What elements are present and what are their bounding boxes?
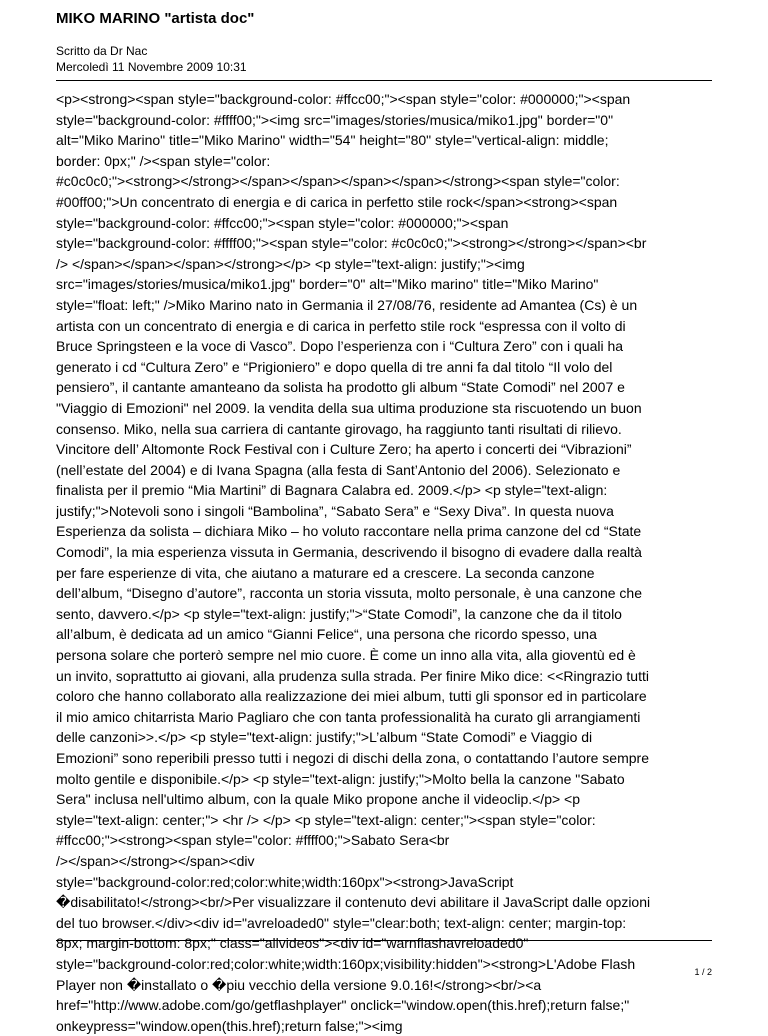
body-line: style="text-align: center;"> <hr /> </p> <p style="text-align: center;"><span style="color:	[56, 811, 596, 828]
body-line: #00ff00;">Un concentrato di energia e di carica in perfetto stile rock</span><strong><span	[56, 193, 618, 210]
body-line: alt="Miko Marino" title="Miko Marino" width="54" height="80" style="vertical-align: middle;	[56, 132, 609, 149]
body-line: un invito, soprattutto ai giovani, alla prudenza sulla strada. Per finire Miko dice: <<Ringrazio tutti	[56, 667, 649, 684]
body-line: consenso. Miko, nella sua carriera di cantante girovago, ha raggiunto tanti risultati di rilievo.	[56, 420, 622, 437]
body-line: coloro che hanno collaborato alla realizzazione dei miei album, tutti gli sponsor ed in particolare	[56, 688, 647, 705]
body-line: pensiero”, il cantante amanteano da solista ha prodotto gli album “State Comodi” nel 2007 e	[56, 379, 625, 396]
body-line: style="background-color:red;color:white;width:160px;visibility:hidden"><strong>L'Adobe Flash	[56, 955, 636, 972]
article-title: MIKO MARINO "artista doc"	[56, 10, 255, 27]
body-line: dell’album, “Disegno d’autore”, racconta un storia vissuta, molto personale, è una canzone che	[56, 585, 642, 602]
body-line: Emozioni” sono reperibili presso tutti i negozi di dischi della zona, o contattando l’autore sempre	[56, 750, 649, 766]
header-divider	[56, 80, 712, 81]
date-line: Mercoledì 11 Novembre 2009 10:31	[56, 60, 247, 74]
author-line: Scritto da Dr Nac	[56, 44, 148, 58]
body-line: Vincitore dell’ Altomonte Rock Festival con i Culture Zero; ha aperto i concerti dei “Vibrazioni”	[56, 441, 632, 458]
body-line: all’album, è dedicata ad un amico “Gianni Felice“, una persona che ricordo spesso, una	[56, 626, 597, 643]
body-line: persona solare che porterò sempre nel mio cuore. È come un inno alla vita, alla gioventù ed è	[56, 647, 636, 664]
footer-divider	[56, 940, 712, 941]
body-line: onkeypress="window.open(this.href);return false;"><img	[56, 1017, 403, 1034]
body-line: Esperienza da solista – dichiara Miko – ho voluto raccontare nella prima canzone del cd “State	[56, 523, 642, 540]
body-line: justify;">Notevoli sono i singoli “Bambolina”, “Sabato Sera” e “Sexy Diva”. In questa nuova	[56, 502, 614, 519]
body-line: <p><strong><span style="background-color: #ffcc00;"><span style="color: #000000;"><span	[56, 91, 631, 107]
body-line: border: 0px;" /><span style="color:	[56, 152, 271, 169]
body-line: href="http://www.adobe.com/go/getflashplayer" onclick="window.open(this.href);return false;"	[56, 997, 630, 1014]
body-line: /> </span></span></span></strong></p> <p style="text-align: justify;"><img	[56, 255, 525, 272]
body-line: style="background-color: #ffff00;"><img src="images/stories/musica/miko1.jpg" border="0"	[56, 111, 614, 128]
body-line: molto gentile e disponibile.</p> <p style="text-align: justify;">Molto bella la canzone "Sabato	[56, 770, 625, 787]
body-line: Player non �installato o �piu vecchio della versione 9.0.16!</strong><br/><a	[56, 976, 542, 993]
body-line: Sera" inclusa nell'ultimo album, con la quale Miko propone anche il videoclip.</p> <p	[56, 791, 581, 808]
body-line: Comodi”, la mia esperienza vissuta in Germania, descrivendo il bisogno di evadere dalla realtà	[56, 544, 642, 561]
body-line: per fare esperienze di vita, che aiutano a maturare ed a crescere. La seconda canzone	[56, 564, 595, 581]
body-line: generato i cd “Cultura Zero” e “Prigioniero” e dopo quella di tre anni fa dal titolo “Il volo del	[56, 358, 613, 375]
article-body	[56, 89, 724, 1036]
body-line: style="background-color: #ffff00;"><span style="color: #c0c0c0;"><strong></strong></span><br	[56, 235, 647, 252]
body-line: 8px; margin-bottom: 8px;" class="allvideos"><div id="warnflashavreloaded0"	[56, 935, 529, 952]
body-line: Bruce Springsteen e la voce di Vasco”. Dopo l’esperienza con i “Cultura Zero” con i quali ha	[56, 338, 624, 355]
body-line: il mio amico chitarrista Mario Pagliaro che con tanta professionalità ha curato gli arrangiamenti	[56, 708, 641, 725]
page-number: 1 / 2	[694, 967, 712, 977]
body-line: "Viaggio di Emozioni" nel 2009. la vendita della sua ultima produzione sta riscuotendo un buon	[56, 399, 642, 416]
body-line: style="background-color: #ffcc00;"><span style="color: #000000;"><span	[56, 214, 509, 231]
body-line: style="background-color:red;color:white;width:160px"><strong>JavaScript	[56, 873, 514, 890]
body-line: (nell’estate del 2004) e di Ivana Spagna (alla festa di Sant’Antonio del 2006). Selezionato e	[56, 461, 621, 478]
body-line: del tuo browser.</div><div id="avreloaded0" style="clear:both; text-align: center; margin-top:	[56, 914, 627, 931]
body-line: /></span></strong></span><div	[56, 852, 255, 869]
body-line: #c0c0c0;"><strong></strong></span></span></span></span></strong><span style="color:	[56, 173, 620, 190]
body-line: sento, davvero.</p> <p style="text-align: justify;">“State Comodi”, la canzone che da il titolo	[56, 605, 622, 622]
body-line: �disabilitato!</strong><br/>Per visualizzare il contenuto devi abilitare il JavaScript dalle opzioni	[56, 894, 651, 911]
article-meta	[56, 43, 247, 75]
body-line: delle canzoni>>.</p> <p style="text-align: justify;">L’album “State Comodi” e Viaggio di	[56, 729, 593, 746]
body-line: artista con un concentrato di energia e di carica in perfetto stile rock “espressa con il volto di	[56, 317, 626, 334]
body-line: src="images/stories/musica/miko1.jpg" border="0" alt="Miko marino" title="Miko Marino"	[56, 276, 599, 293]
body-line: finalista per il premio “Mia Martini” di Bagnara Calabra ed. 2009.</p> <p style="text-align:	[56, 482, 608, 499]
body-line: #ffcc00;"><strong><span style="color: #ffff00;">Sabato Sera<br	[56, 832, 450, 849]
body-line: style="float: left;" />Miko Marino nato in Germania il 27/08/76, residente ad Amantea (Cs) è un	[56, 296, 638, 313]
